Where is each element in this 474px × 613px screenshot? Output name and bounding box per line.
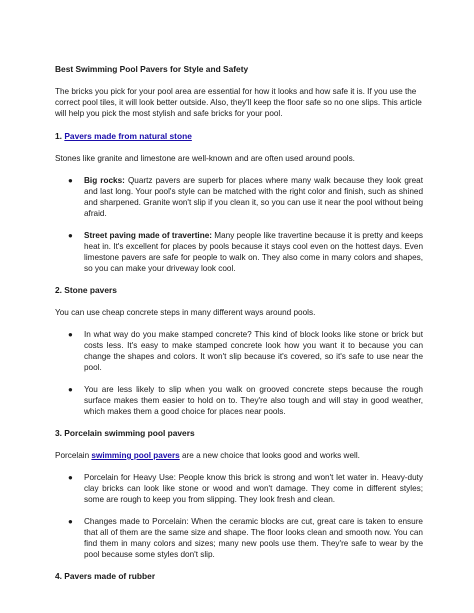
bullet-icon: ● — [68, 231, 73, 240]
intro-paragraph: The bricks you pick for your pool area are essential for how it looks and how safe it is. If you use the correct pool tiles, it will look better outside. Also, they'll keep the floor safe so no one slips. This article will help you pick the most stylish and safe bricks for your pool. — [55, 87, 422, 118]
document-title: Best Swimming Pool Pavers for Style and Safety — [55, 64, 249, 74]
bullet-text: Porcelain for Heavy Use: People know this brick is strong and won't let water in. Heavy-duty clay bricks can look like stone or wood and won't damage. They come in different styles; some are rough to keep you from slipping. They look fresh and clean. — [84, 473, 423, 504]
section-1-number: 1. — [55, 131, 62, 141]
bullet-text: Changes made to Porcelain: When the ceramic blocks are cut, great care is taken to ensure that all of them are the same size and shape. The floor looks clean and smooth now. You can find them in many colors and sizes; many new pools use them. They're safe to wear by the pool because some styles don't slip. — [84, 517, 423, 559]
section-1-heading — [55, 131, 423, 142]
list-item — [55, 329, 423, 373]
list-item — [55, 516, 423, 560]
list-item — [55, 472, 423, 505]
natural-stone-link[interactable]: Pavers made from natural stone — [64, 131, 192, 141]
bullet-label: Street paving made of travertine: — [84, 231, 212, 240]
bullet-icon: ● — [68, 176, 73, 185]
bullet-text: Many people like travertine because it is pretty and keeps heat in. It's excellent for places by pools because it stays cool even on the hottest days. Even limestone pavers are safe for people to walk on. They also come in many colors and shapes, so you can make your driveway look cool. — [84, 231, 424, 273]
section-3-heading: 3. Porcelain swimming pool pavers — [55, 428, 195, 438]
section-2-heading: 2. Stone pavers — [55, 285, 117, 295]
bullet-icon: ● — [68, 473, 73, 482]
bullet-text: Quartz pavers are superb for places where many walk because they look great and last long. Your pool's style can be matched with the right color and finish, such as shined and sharpened. Granite won't slip if you clean it, so you can use it near the pool without being afraid. — [84, 176, 423, 218]
bullet-icon: ● — [68, 517, 73, 526]
section-1-intro: Stones like granite and limestone are well-known and are often used around pools. — [55, 154, 355, 163]
list-item — [55, 175, 423, 219]
list-item — [55, 230, 423, 274]
section-1-list — [55, 175, 423, 274]
document-body — [55, 64, 423, 593]
section-2-intro: You can use cheap concrete steps in many different ways around pools. — [55, 308, 316, 317]
swimming-pool-pavers-link[interactable]: swimming pool pavers — [91, 451, 180, 460]
section-3-intro-end: are a new choice that looks good and works well. — [179, 451, 360, 460]
bullet-icon: ● — [68, 330, 73, 339]
list-item — [55, 384, 423, 417]
bullet-label: Big rocks: — [84, 176, 125, 185]
section-2-list — [55, 329, 423, 417]
section-3-intro-start: Porcelain — [55, 451, 92, 460]
section-3-list — [55, 472, 423, 560]
section-4-heading: 4. Pavers made of rubber — [55, 571, 156, 581]
section-3-intro — [55, 450, 423, 461]
bullet-icon: ● — [68, 385, 73, 394]
bullet-text: In what way do you make stamped concrete? This kind of block looks like stone or brick but costs less. It's easy to make stamped concrete look how you want it to because you can change the shapes and colors. It won't slip because it's covered, so it's safe to use near the pool. — [84, 330, 423, 372]
bullet-text: You are less likely to slip when you walk on grooved concrete steps because the rough surface makes them easier to hold on to. They're also tough and will stay in good weather, which makes them a good choice for places near pools. — [84, 385, 423, 416]
